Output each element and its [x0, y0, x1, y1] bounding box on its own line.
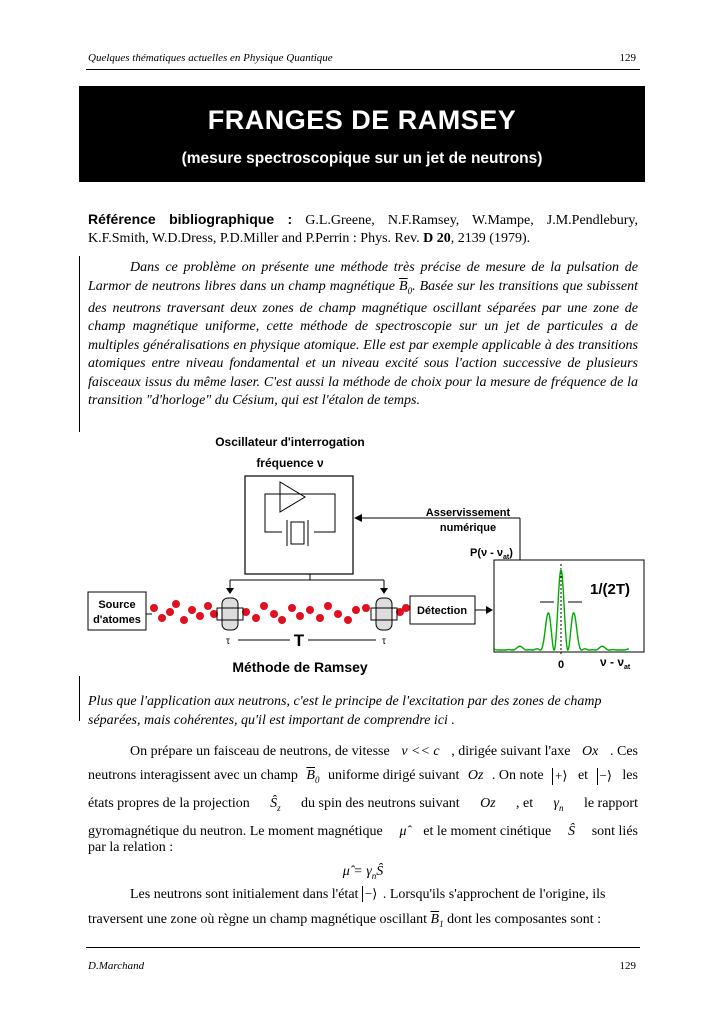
bibliographic-reference [88, 210, 638, 248]
graph-y-label: $P(\nu - \nu_{at})$ [470, 547, 513, 561]
atom-dot [352, 606, 360, 614]
source-label-2: d'atomes [93, 614, 141, 626]
atom-dot [166, 608, 174, 616]
atom-dot [306, 606, 314, 614]
atom-dot [204, 602, 212, 610]
oscillator-box [245, 476, 353, 574]
cavity-left [217, 598, 243, 630]
intro-text-1: Dans ce problème on présente une méthode très précise de mesure de la pulsation de Larmor de neutrons libres dans un champ magnétique [88, 260, 638, 294]
fringe-width-label: 1/(2T) [590, 581, 631, 598]
running-footer [88, 960, 636, 972]
atom-dot [158, 614, 166, 622]
detection-label: Détection [416, 605, 468, 617]
ramsey-diagram [80, 432, 650, 676]
graph-zero-label: 0 [557, 659, 565, 671]
graph-x-label: ν - $\nu_{at}$ [600, 655, 631, 671]
arrowhead-left [226, 588, 234, 594]
body-line-1: On prépare un faisceau de neutrons, de vitesse v << c , dirigée suivant l'axe Ox . Ces [130, 744, 638, 759]
atom-dot [316, 614, 324, 622]
tau-left: τ [226, 636, 230, 647]
header-rule [86, 69, 640, 70]
oscillator-label-1: Oscillateur d'interrogation [215, 435, 365, 449]
body-line-2: neutrons interagissent avec un champ $\overline{B}_0$ uniforme dirigé suivant Oz . On note +⟩ et −⟩ les [88, 768, 638, 785]
header-page-number: 129 [619, 52, 636, 64]
servo-arrowhead [354, 514, 362, 522]
atom-dot [278, 616, 286, 624]
footer-author: D.Marchand [88, 960, 145, 972]
atom-dot [180, 616, 188, 624]
atom-dot [344, 616, 352, 624]
margin-bar-intro [79, 256, 80, 432]
intro-text-2: . Basée sur les transitions que subissent des neutrons traversant deux zones de champ magnétique oscillant séparées par une zone de champ magnétique uniforme, cette méthode de spectroscopie sur un jet de particules a de multiples généralisations en physique atomique. Elle est par exemple applicable à des transitions atomiques entre niveau fondamental et un niveau excité sous l'action successive de plusieurs faisceaux issus du même laser. C'est aussi la méthode de choix pour la mesure de fréquence de la transition "d'horloge" du Césium, qui est l'étalon de temps. [88, 278, 639, 409]
quartz-crystal-icon [291, 522, 304, 544]
servo-label-2: numérique [439, 522, 497, 534]
atom-dot [172, 600, 180, 608]
body-line-7: Les neutrons sont initialement dans l'état −⟩ . Lorsqu'ils s'approchent de l'origine, ils [130, 886, 606, 902]
detection-arrowhead [486, 606, 493, 614]
atom-dot [334, 610, 342, 618]
servo-label-1: Asservissement [425, 507, 511, 519]
oscillator-circuit-right [314, 514, 335, 532]
oscillator-circuit-top [265, 494, 335, 514]
amplifier-symbol [280, 482, 305, 512]
intro-paragraph [88, 259, 638, 411]
atom-dot [402, 604, 410, 612]
page-subtitle: (mesure spectroscopique sur un jet de neutrons) [181, 150, 543, 167]
oscillator-label-2: fréquence ν [256, 456, 324, 470]
body-line-5: par la relation : [88, 840, 174, 855]
oscillator-circuit-left [265, 514, 282, 532]
relation-equation: μ̂ = $\gamma_nŜ$ [342, 864, 384, 881]
page-title: FRANGES DE RAMSEY [207, 105, 517, 135]
method-caption: Méthode de Ramsey [232, 659, 368, 675]
reference-volume: D 20 [423, 231, 451, 246]
reference-authors: G.L.Greene, N.F.Ramsey, W.Mampe, J.M.Pendlebury, K.F.Smith, W.D.Dress, P.D.Miller and P.Perrin : Phys. Rev. [88, 213, 639, 246]
principle-paragraph: Plus que l'application aux neutrons, c'est le principe de l'excitation par des zones de champ séparées, mais cohérentes, qu'il est important de comprendre ici . [88, 694, 602, 728]
running-header [88, 52, 636, 64]
atom-dot [324, 602, 332, 610]
tau-right: τ [382, 636, 386, 647]
body-line-4: gyromagnétique du neutron. Le moment magnétique μ̂ et le moment cinétique Ŝ sont liés [88, 824, 638, 839]
T-label: T [293, 631, 305, 650]
reference-pages: , 2139 (1979). [450, 231, 531, 246]
atom-dot [188, 606, 196, 614]
margin-bar-principle [79, 676, 80, 721]
graph-frame [494, 560, 644, 652]
atom-dot [270, 610, 278, 618]
title-block [79, 86, 645, 182]
cavity-right [371, 598, 397, 630]
body-text [88, 744, 638, 934]
ket-plus: +⟩ [552, 768, 569, 785]
ket-minus: −⟩ [597, 768, 614, 785]
footer-rule [86, 947, 640, 948]
atom-dot [196, 612, 204, 620]
atom-dot [252, 614, 260, 622]
intro-field-B0: $\overline{B}_0$ [399, 278, 413, 296]
atom-dot [260, 602, 268, 610]
body-line-8: traversent une zone où règne un champ magnétique oscillant $\overline{B}_1$ dont les composantes sont : [88, 912, 602, 929]
atom-dot [296, 612, 304, 620]
cavity-right-body [376, 598, 392, 630]
atom-dot [288, 604, 296, 612]
footer-page-number: 129 [619, 960, 636, 972]
header-title: Quelques thématiques actuelles en Physique Quantique [88, 52, 333, 64]
atom-dot [150, 604, 158, 612]
body-line-3: états propres de la projection $Ŝ_z$ du spin des neutrons suivant Oz , et $\gamma_n$ le rapport [88, 796, 638, 813]
atom-dot [362, 604, 370, 612]
source-label-1: Source [98, 599, 136, 611]
ket-minus-initial: −⟩ [362, 886, 379, 902]
reference-label: Référence bibliographique : [88, 211, 293, 227]
cavity-left-body [222, 598, 238, 630]
arrowhead-right [380, 588, 388, 594]
